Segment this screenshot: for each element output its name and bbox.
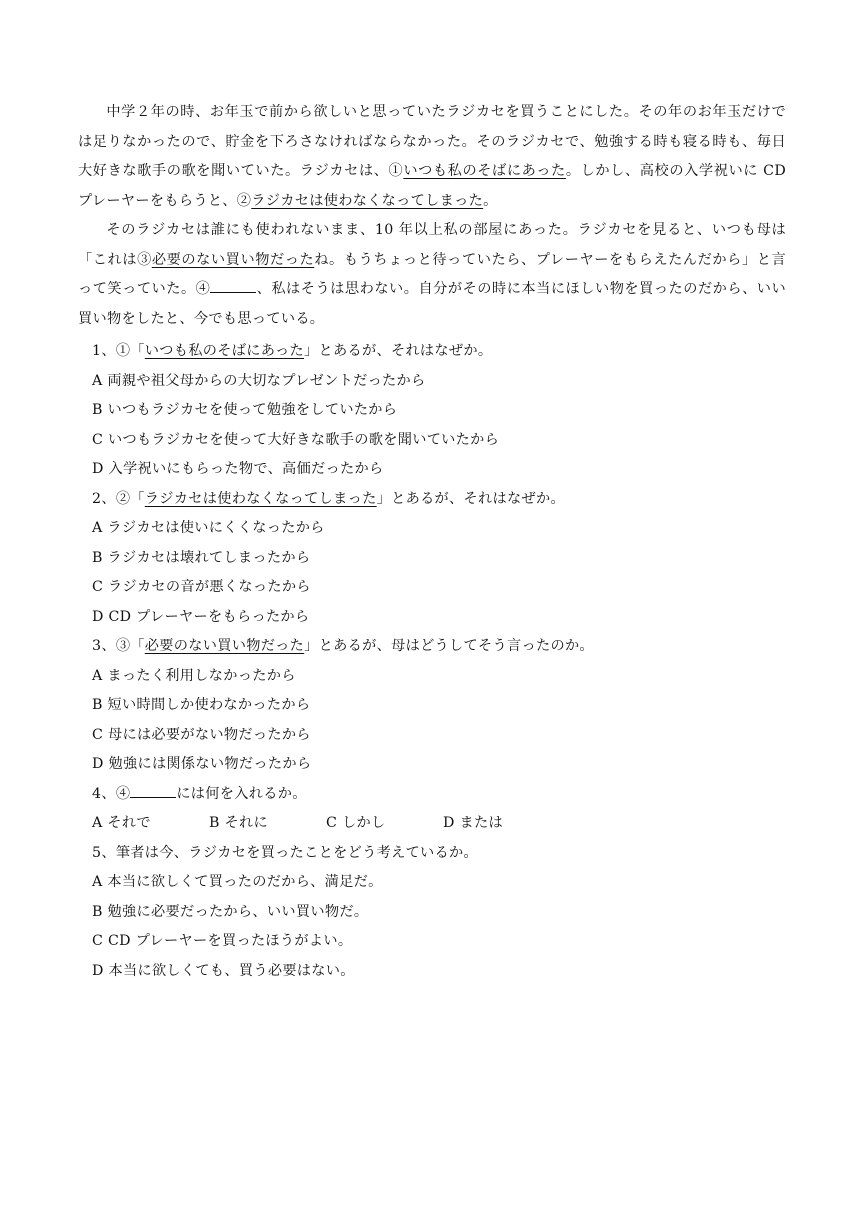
option-c: C ラジカセの音が悪くなったから xyxy=(92,579,311,595)
option-d: D 入学祝いにもらった物で、高価だったから xyxy=(92,461,384,477)
question-text: 」とあるが、それはなぜか。 xyxy=(304,343,493,359)
option-d: D CD プレーヤーをもらったから xyxy=(92,608,310,625)
passage-text: そのラジカセは誰にも使われないまま、10 年以上私の部屋にあった。ラジカセを見ると、いつも母は「これは③ xyxy=(78,222,786,268)
option-a: A それで xyxy=(92,815,151,831)
question-stem: 5、筆者は今、ラジカセを買ったことをどう考えているか。 xyxy=(92,844,479,861)
option-b: B 短い時間しか使わなかったから xyxy=(92,697,311,713)
question-4 xyxy=(92,780,782,839)
question-underlined-phrase: ラジカセは使わなくなってしまった xyxy=(144,490,377,507)
reading-passage xyxy=(78,98,786,334)
question-text: 」とあるが、それはなぜか。 xyxy=(376,490,565,507)
option-d: D または xyxy=(443,815,503,831)
option-b: B 勉強に必要だったから、いい買い物だ。 xyxy=(92,903,369,920)
question-list xyxy=(92,337,782,986)
option-b: B いつもラジカセを使って勉強をしていたから xyxy=(92,402,398,418)
answer-blank xyxy=(210,278,256,293)
underlined-phrase-3: 必要のない買い物だった xyxy=(151,251,315,268)
answer-blank xyxy=(130,783,176,798)
question-stem xyxy=(92,780,782,810)
option-d: D 本当に欲しくても、買う必要はない。 xyxy=(92,962,355,979)
question-stem xyxy=(92,485,782,515)
question-text: には何を入れるか。 xyxy=(176,785,307,802)
option-a: A ラジカセは使いにくくなったから xyxy=(92,520,325,536)
underlined-phrase-1: いつも私のそばにあった xyxy=(403,163,566,179)
option-c: C しかし xyxy=(326,815,386,831)
passage-paragraph-2 xyxy=(78,216,786,334)
option-a: A 本当に欲しくて買ったのだから、満足だ。 xyxy=(92,874,383,890)
question-number: 4、④ xyxy=(92,785,131,802)
underlined-phrase-2: ラジカセは使わなくなってしまった xyxy=(251,192,484,209)
passage-text: 、私はそうは思わない。自分がその時に本当にほしい物を買ったのだから、いい買い物をしたと、今でも思っている。 xyxy=(78,281,786,327)
passage-paragraph-1 xyxy=(78,98,786,216)
question-underlined-phrase: 必要のない買い物だった xyxy=(144,638,305,654)
option-c: C 母には必要がない物だったから xyxy=(92,726,311,743)
question-text: 」とあるが、母はどうしてそう言ったのか。 xyxy=(304,638,594,654)
question-5 xyxy=(92,839,782,987)
question-number: 3、③「 xyxy=(92,638,145,654)
question-1 xyxy=(92,337,782,485)
option-c: C CD プレーヤーを買ったほうがよい。 xyxy=(92,933,353,949)
option-d: D 勉強には関係ない物だったから xyxy=(92,756,312,772)
passage-text: 中学２年の時、お年玉で前から欲しいと思っていたラジカセを買うことにした。その年のお年玉だけでは足りなかったので、貯金を下ろさなければならなかった。そのラジカセで、勉強する時も寝る時も、毎日大好きな歌手の歌を聞いていた。ラジカセは、① xyxy=(78,104,786,179)
option-a: A まったく利用しなかったから xyxy=(92,667,296,684)
question-3 xyxy=(92,632,782,780)
question-number: 1、①「 xyxy=(92,343,145,359)
option-c: C いつもラジカセを使って大好きな歌手の歌を聞いていたから xyxy=(92,431,500,448)
option-a: A 両親や祖父母からの大切なプレゼントだったから xyxy=(92,372,426,389)
option-b: B ラジカセは壊れてしまったから xyxy=(92,549,311,566)
question-stem xyxy=(92,337,782,367)
question-number: 2、②「 xyxy=(92,490,145,507)
option-b: B それに xyxy=(209,815,268,831)
question-stem xyxy=(92,632,782,662)
option-row xyxy=(92,809,782,839)
passage-text: 。しかし、高校の入学祝いに CD プレーヤーをもらうと、② xyxy=(78,163,786,209)
question-underlined-phrase: いつも私のそばにあった xyxy=(144,343,305,359)
passage-text: 。 xyxy=(483,192,498,209)
question-2 xyxy=(92,485,782,633)
passage-text: ね。もうちょっと待っていたら、プレーヤーをもらえたんだから」と言って笑っていた。④ xyxy=(78,251,786,297)
